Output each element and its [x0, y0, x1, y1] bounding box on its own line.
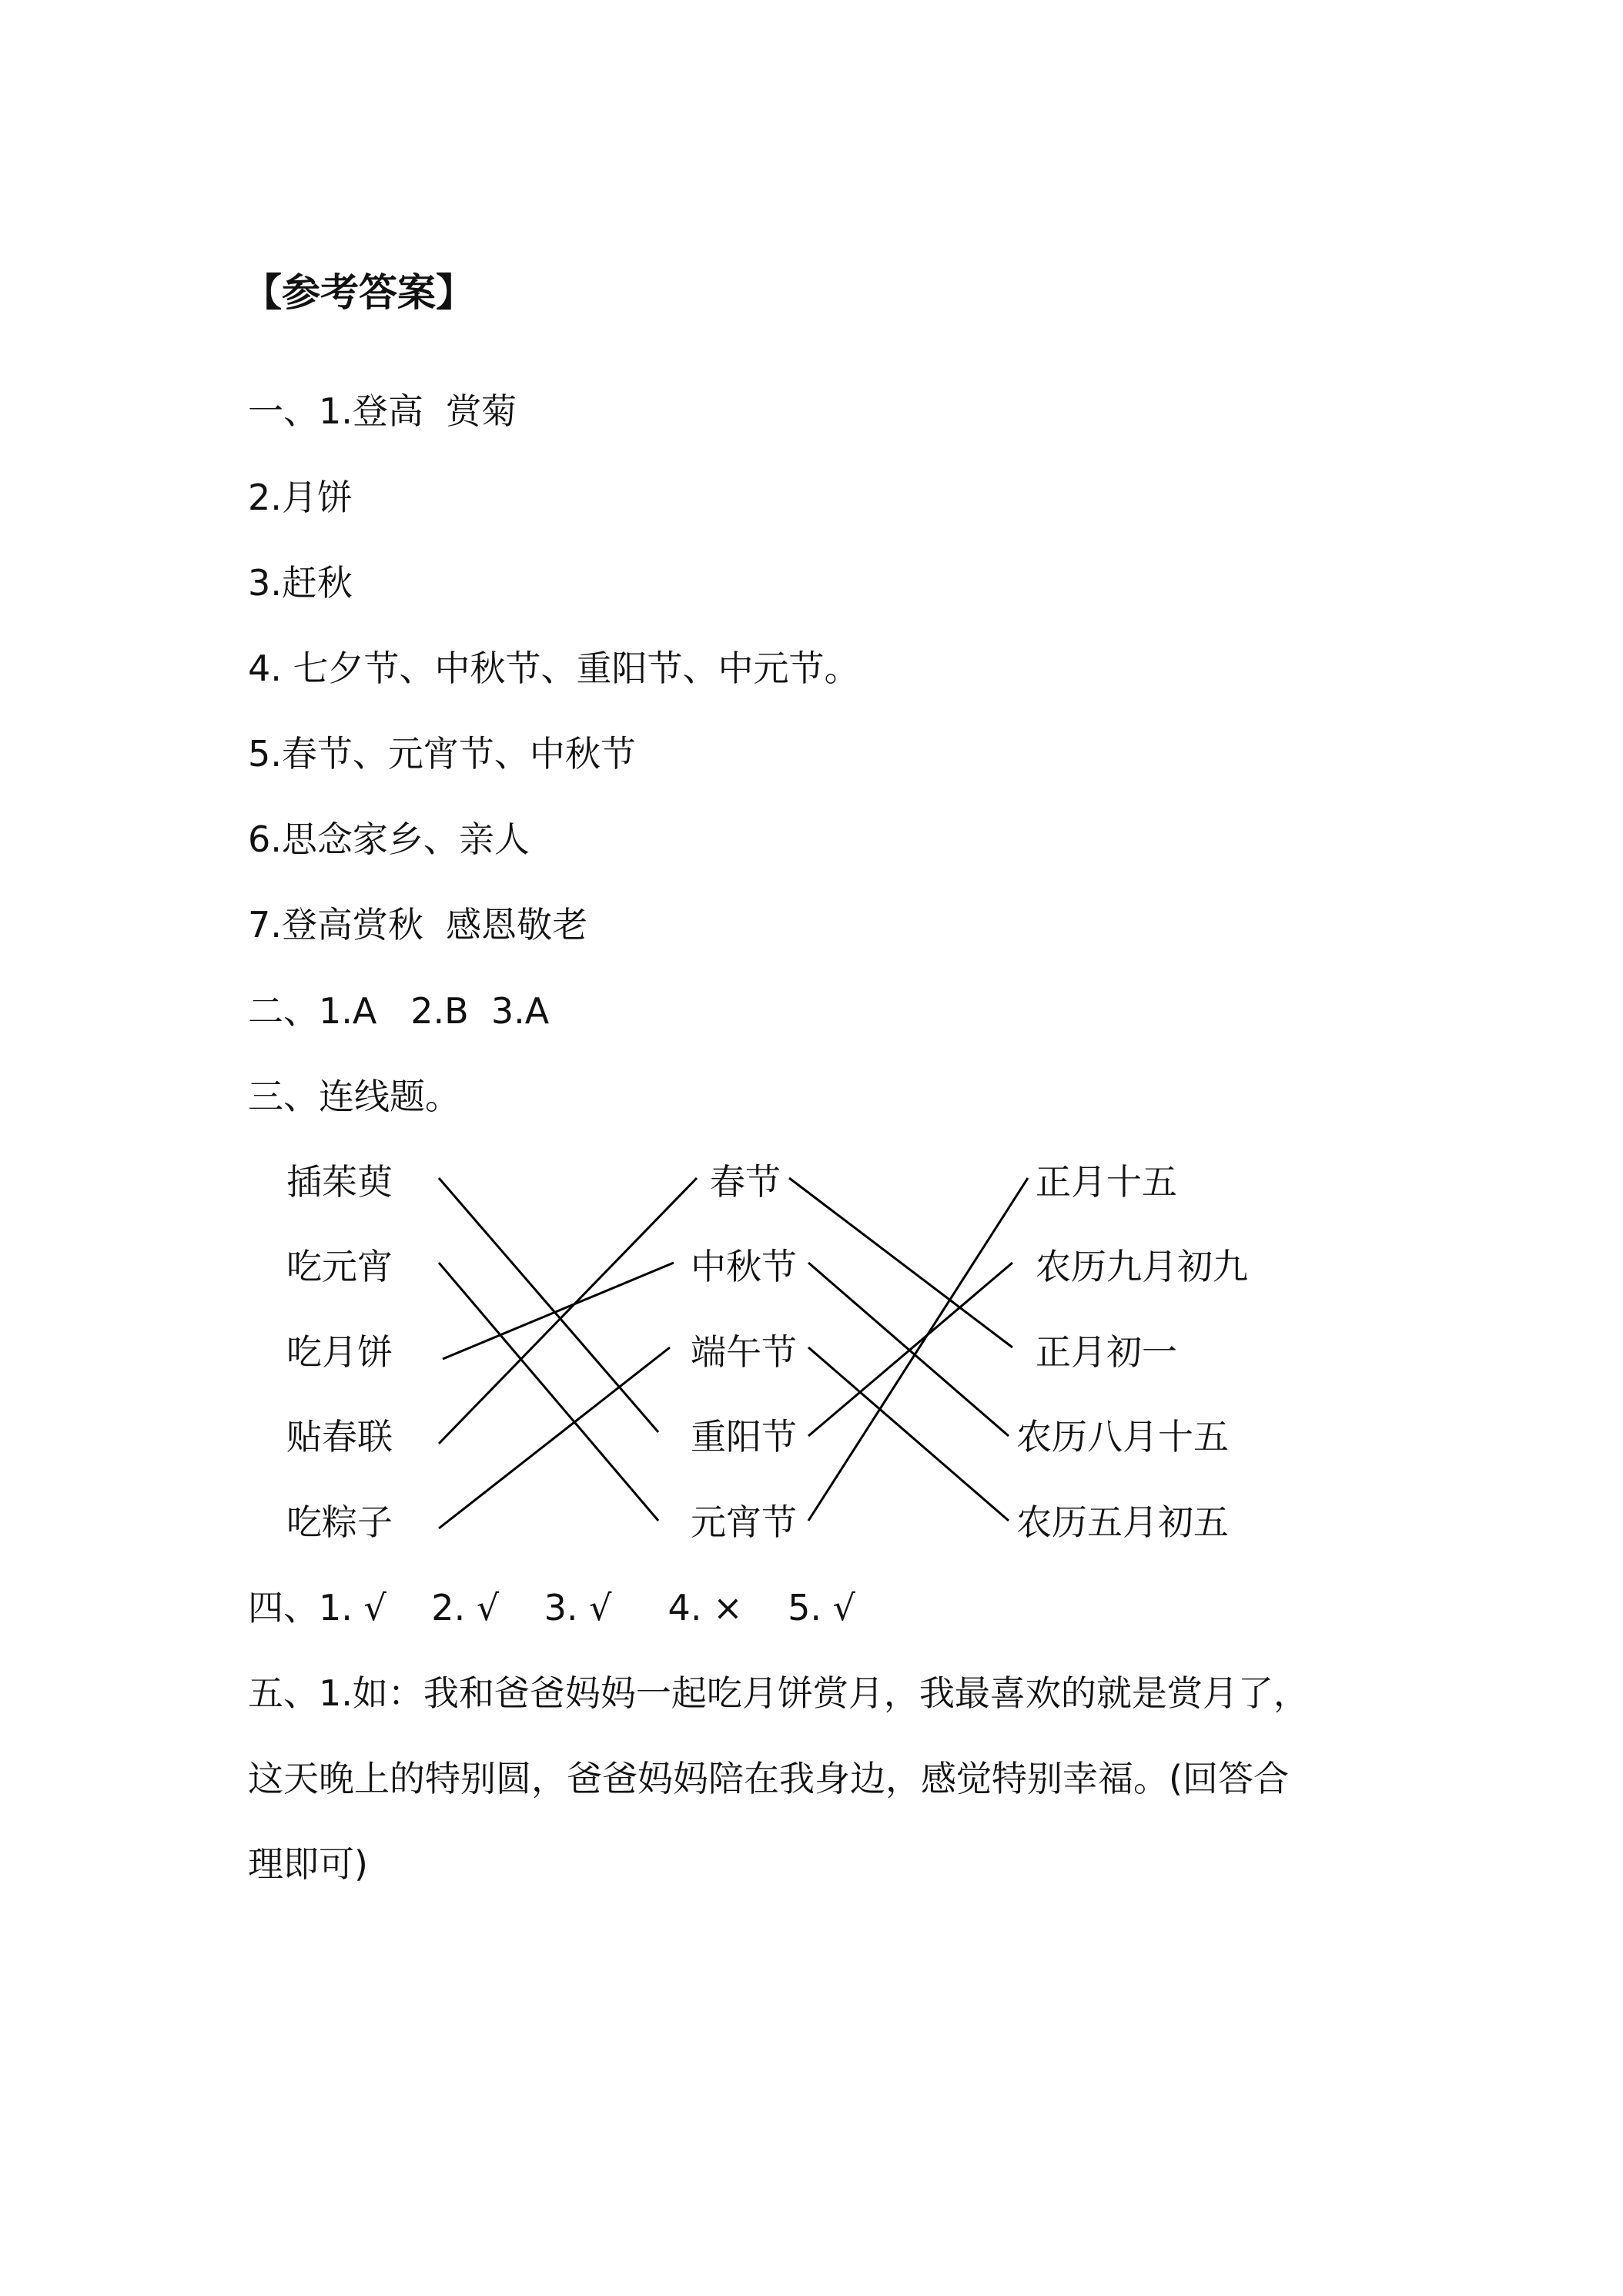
match-line	[439, 1347, 670, 1528]
answer-line: 五、1.如：我和爸爸妈妈一起吃月饼赏月，我最喜欢的就是赏月了，	[248, 1672, 1309, 1714]
answer-line: 理即可)	[248, 1843, 368, 1885]
middle-item: 重阳节	[691, 1416, 797, 1458]
right-item: 正月初一	[1036, 1331, 1177, 1373]
section-2-answers: 二、1.A 2.B 3.A	[248, 990, 550, 1032]
left-item: 吃月饼	[286, 1331, 393, 1373]
match-line	[439, 1263, 658, 1521]
left-item: 吃元宵	[286, 1246, 393, 1287]
middle-item: 春节	[710, 1161, 781, 1203]
answer-line: 7.登高赏秋 感恩敬老	[248, 904, 588, 946]
left-item: 吃粽子	[286, 1501, 393, 1543]
left-item: 插茱萸	[286, 1161, 393, 1203]
answer-line: 3.赶秋	[248, 562, 353, 604]
answer-line: 2.月饼	[248, 477, 353, 518]
page-title: 【参考答案】	[243, 270, 474, 315]
match-line	[789, 1178, 1012, 1347]
section-3-heading: 三、连线题。	[248, 1076, 460, 1117]
match-line	[808, 1178, 1028, 1521]
answer-line: 这天晚上的特别圆，爸爸妈妈陪在我身边，感觉特别幸福。(回答合	[248, 1758, 1289, 1799]
right-item: 农历九月初九	[1036, 1246, 1248, 1287]
right-item: 农历八月十五	[1016, 1416, 1229, 1458]
middle-item: 中秋节	[691, 1246, 797, 1287]
left-item: 贴春联	[286, 1416, 393, 1458]
middle-item: 元宵节	[691, 1501, 797, 1543]
answer-line: 6.思念家乡、亲人	[248, 818, 530, 860]
right-item: 正月十五	[1036, 1161, 1177, 1203]
match-line	[439, 1178, 658, 1432]
match-line	[808, 1347, 1009, 1521]
middle-item: 端午节	[691, 1331, 797, 1373]
answer-line: 5.春节、元宵节、中秋节	[248, 733, 636, 775]
right-item: 农历五月初五	[1016, 1501, 1229, 1543]
answer-line: 一、1.登高 赏菊	[248, 390, 517, 432]
match-line	[443, 1263, 674, 1359]
section-4-answers: 四、1. √ 2. √ 3. √ 4. × 5. √	[248, 1587, 855, 1628]
match-line	[439, 1178, 697, 1444]
answer-line: 4. 七夕节、中秋节、重阳节、中元节。	[248, 648, 860, 689]
